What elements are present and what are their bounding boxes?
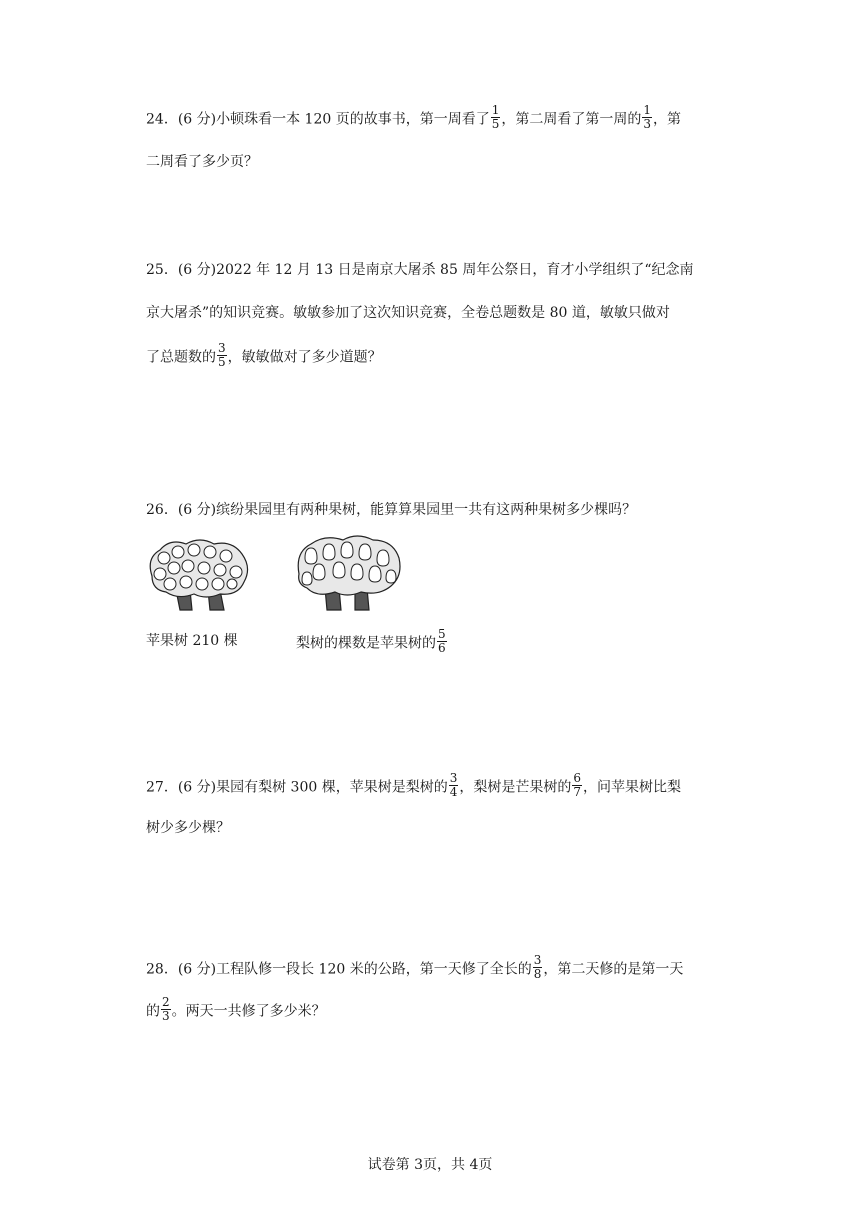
fraction: $\frac{1}{5}$	[491, 103, 500, 131]
question-28-line-2: 的 $\frac{2}{3}$ 。两天一共修了多少米？	[146, 995, 326, 1023]
fraction: $\frac{3}{8}$	[533, 953, 542, 981]
pear-trees-illustration	[295, 534, 401, 612]
question-25-line-1: 25．(6 分)2022 年 12 月 13 日是南京大屠杀 85 周年公祭日，育才小学组织了“纪念南	[146, 262, 694, 278]
question-27-line-1: 27．(6 分)果园有梨树 300 棵，苹果树是梨树的 $\frac{3}{4}$ ，梨树是芒果树的 $\frac{6}{7}$ ，问苹果树比梨	[146, 771, 681, 799]
question-25-line-2: 京大屠杀”的知识竞赛。敏敏参加了这次知识竞赛，全卷总题数是 80 道，敏敏只做对	[146, 305, 670, 321]
fraction: $\frac{3}{5}$	[218, 341, 226, 369]
question-24-line-1: 24．(6 分)小顿珠看一本 120 页的故事书，第一周看了 $\frac{1}{5}$ ，第二周看了第一周的 $\frac{1}{3}$ ，第	[146, 103, 681, 131]
apple-trees-caption: 苹果树 210 棵	[146, 633, 238, 649]
question-26-line-1: 26．(6 分)缤纷果园里有两种果树，能算算果园里一共有这两种果树多少棵吗？	[146, 502, 637, 518]
apple-trees-illustration	[146, 538, 250, 612]
fraction: $\frac{3}{4}$	[449, 771, 458, 799]
page-footer: 试卷第 3页，共 4页	[367, 1157, 493, 1173]
question-27-line-2: 树少多少棵？	[146, 820, 230, 836]
question-25-line-3: 了总题数的 $\frac{3}{5}$ ，敏敏做对了多少道题？	[146, 341, 382, 369]
question-28-line-1: 28．(6 分)工程队修一段长 120 米的公路，第一天修了全长的 $\frac{3}{8}$ ，第二天修的是第一天	[146, 953, 684, 981]
fraction: $\frac{6}{7}$	[573, 771, 581, 799]
question-24-line-2: 二周看了多少页？	[146, 154, 258, 170]
fraction: $\frac{2}{3}$	[162, 995, 170, 1023]
fraction: $\frac{5}{6}$	[438, 627, 446, 655]
pear-trees-caption: 梨树的棵数是苹果树的 $\frac{5}{6}$	[296, 627, 446, 655]
fraction: $\frac{1}{3}$	[643, 103, 651, 131]
